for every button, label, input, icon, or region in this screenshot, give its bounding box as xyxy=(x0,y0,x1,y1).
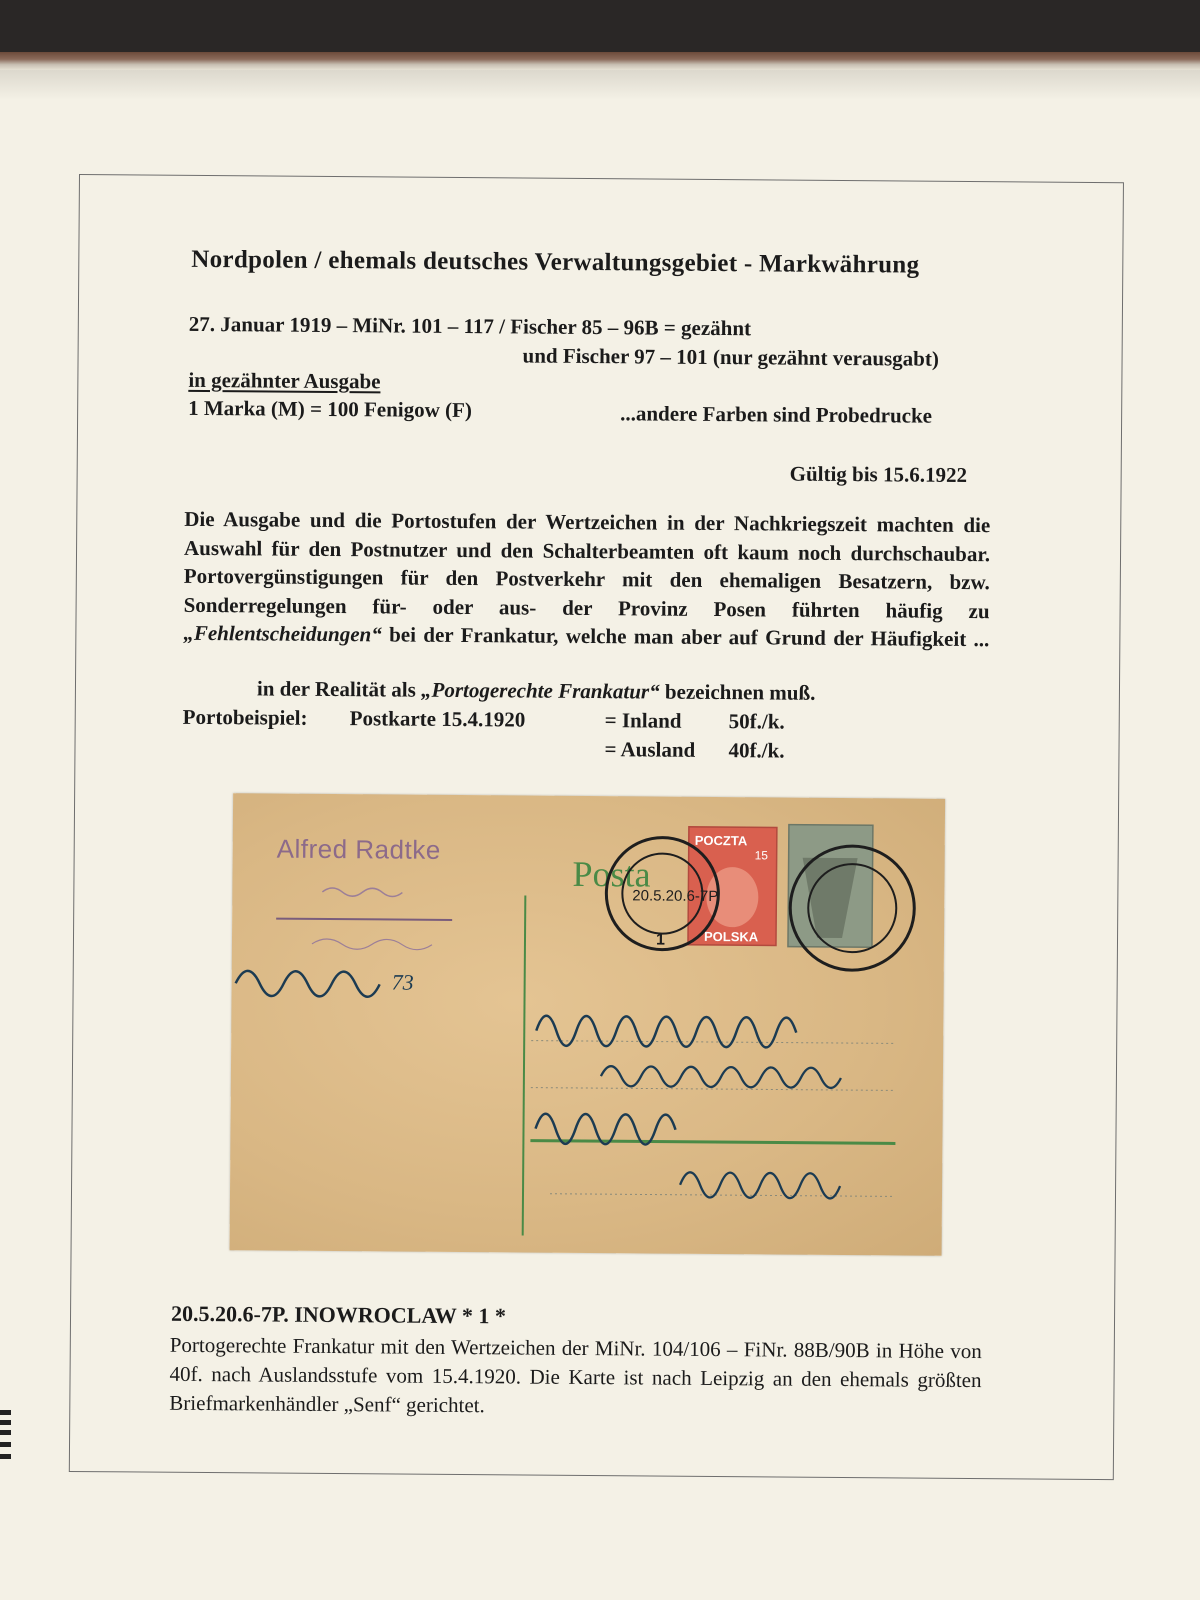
ausland-value: 40f./k. xyxy=(728,738,785,763)
sheet-sheen xyxy=(0,70,1200,100)
proof-note: ...andere Farben sind Probedrucke xyxy=(620,401,933,428)
porto-label: Portobeispiel: xyxy=(182,704,308,730)
issue-line: 27. Januar 1919 – MiNr. 101 – 117 / Fischer 85 – 96B = gezähnt xyxy=(188,311,752,341)
stamp-text-bottom: POLSKA xyxy=(703,928,759,945)
caption-text: Portogerechte Frankatur mit den Wertzeichen der MiNr. 104/106 – FiNr. 88B/90B in Höhe von 40f. nach Auslandsstufe vom 15.4.1920. Die Karte ist nach Leipzig an den ehemals größten Briefmarkenhändler „Senf“ gerichtet. xyxy=(169,1332,982,1418)
postkarte-print: Posta xyxy=(572,853,651,895)
postmark-number: 1 xyxy=(655,931,665,949)
postcard-art xyxy=(230,793,946,1256)
edge-logo-mark xyxy=(0,1410,12,1464)
page-title: Nordpolen / ehemals deutsches Verwaltungsgebiet - Markwährung xyxy=(191,245,920,279)
street-number: 73 xyxy=(391,969,414,995)
stamp-text-top: POCZTA xyxy=(694,832,748,849)
intro-paragraph: Die Ausgabe und die Portostufen der Wertzeichen in der Nachkriegszeit machten die Auswahl für den Postnutzer und den Schalterbeamten oft kaum noch durchschaubar. Portovergünstigungen für den Postverkehr mit den ehemaligen Besatzern, bzw. Sonderregelungen für- oder aus- der Provinz Posen führten häufig zu „Fehlentscheidungen“ bei der Frankatur, welche man aber auf Grund der Häufigkeit ... xyxy=(183,506,991,652)
stamp-value: 15 xyxy=(754,848,769,863)
album-top-edge xyxy=(0,0,1200,52)
page-frame xyxy=(69,174,1124,1480)
inland-label: = Inland xyxy=(604,708,682,733)
postcard xyxy=(230,793,946,1256)
currency-line: 1 Marka (M) = 100 Fenigow (F) xyxy=(188,395,473,423)
subheading: in gezähnter Ausgabe xyxy=(188,367,381,394)
inland-value: 50f./k. xyxy=(728,709,785,734)
postmark-date: 20.5.20.6-7P. xyxy=(632,887,721,906)
porto-item: Postkarte 15.4.1920 xyxy=(349,706,526,732)
ausland-label: = Ausland xyxy=(604,737,696,762)
issue-line-2: und Fischer 97 – 101 (nur gezähnt verausgabt) xyxy=(522,343,940,371)
validity-line: Gültig bis 15.6.1922 xyxy=(789,461,968,487)
sender-stamp: Alfred Radtke xyxy=(276,833,441,865)
album-binding xyxy=(0,52,1200,70)
caption-heading: 20.5.20.6-7P. INOWROCLAW * 1 * xyxy=(170,1300,507,1329)
intro-paragraph-end: in der Realität als „Portogerechte Frankatur“ bezeichnen muß. xyxy=(256,676,816,705)
